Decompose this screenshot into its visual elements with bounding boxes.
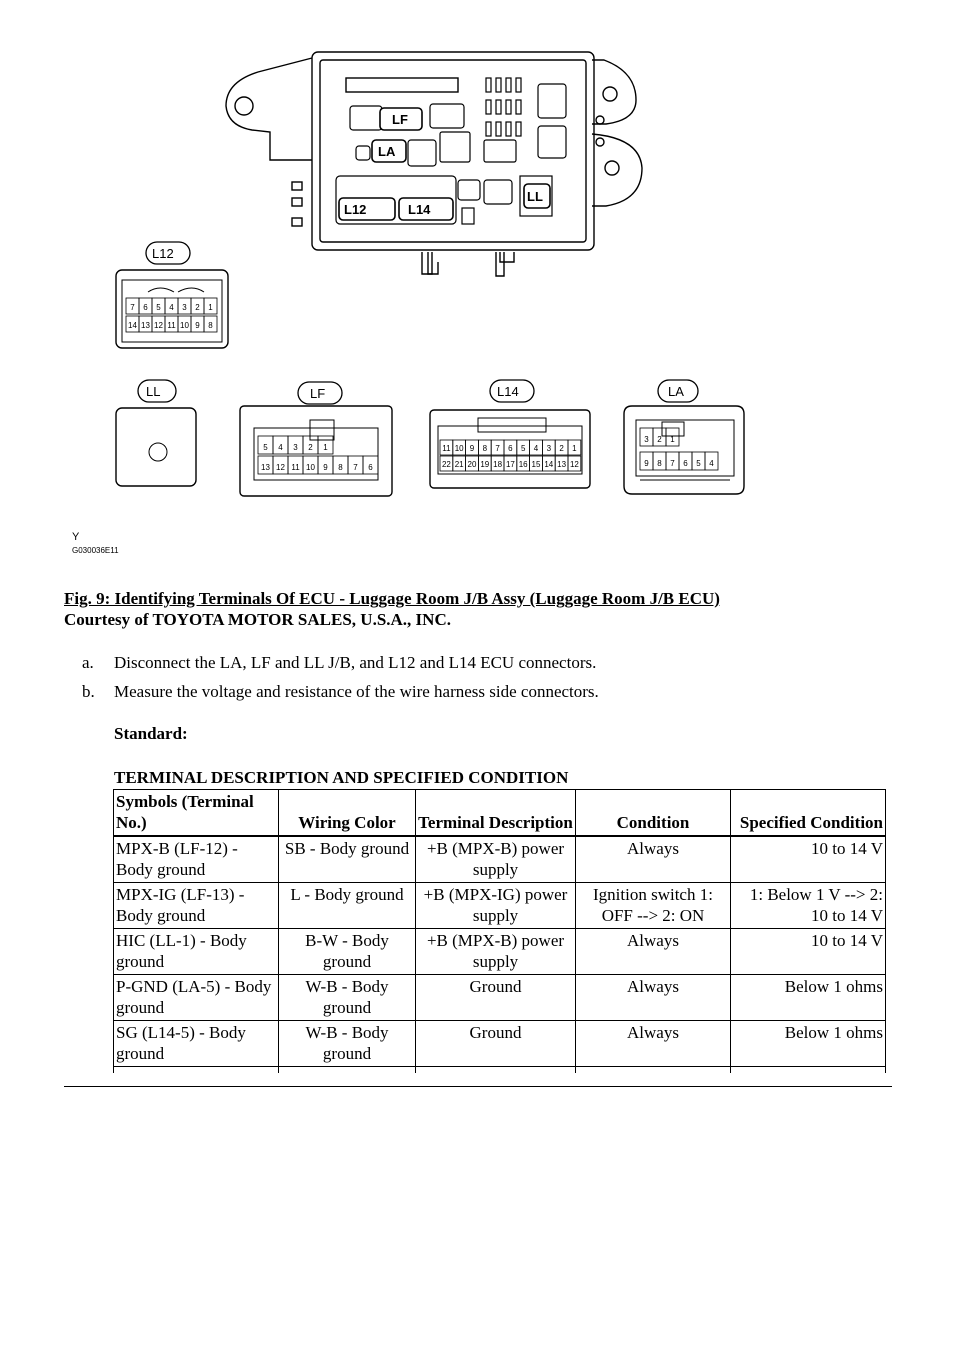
- step-text: Disconnect the LA, LF and LL J/B, and L12 and L14 ECU connectors.: [114, 653, 597, 672]
- connector-l12: [116, 242, 228, 348]
- cell-symbol: P-GND (LA-5) - Body ground: [114, 975, 279, 1021]
- pin-number: 8: [208, 321, 213, 330]
- cell-symbol: MPX-IG (LF-13) - Body ground: [114, 883, 279, 929]
- cell-condition: Always: [576, 929, 731, 975]
- table-end-row: [114, 1067, 886, 1074]
- pin-number: 11: [442, 444, 451, 453]
- step-marker: a.: [82, 653, 94, 672]
- cell-symbol: HIC (LL-1) - Body ground: [114, 929, 279, 975]
- pin-number: 20: [467, 460, 477, 469]
- pin-number: 4: [533, 444, 539, 453]
- table-row: [114, 836, 886, 883]
- callout-ll: LL: [527, 189, 543, 204]
- pin-number: 18: [493, 460, 503, 469]
- table-row: [114, 1021, 886, 1067]
- pin-number: 12: [569, 460, 579, 469]
- callout-la: LA: [378, 144, 396, 159]
- cell-description: Ground: [416, 1021, 576, 1067]
- svg-text:LF: LF: [310, 386, 326, 401]
- header-symbols: Symbols (Terminal No.): [114, 790, 279, 837]
- pin-number: 9: [195, 321, 200, 330]
- pin-number: 5: [263, 443, 268, 452]
- callout-lf: LF: [392, 112, 408, 127]
- cell-specified: 1: Below 1 V --> 2: 10 to 14 V: [731, 883, 886, 929]
- pin-number: 8: [657, 459, 662, 468]
- table-row: [114, 975, 886, 1021]
- cell-wiring: L - Body ground: [279, 883, 416, 929]
- junction-block-diagram: [0, 0, 960, 580]
- bracket-hole-left: [235, 97, 253, 115]
- pin-number: 7: [353, 463, 358, 472]
- page-divider: [64, 1086, 892, 1087]
- standard-label: Standard:: [114, 724, 188, 743]
- right-upper-bracket: [592, 60, 636, 124]
- pin-number: 19: [480, 460, 490, 469]
- step-marker: b.: [82, 682, 95, 701]
- right-lower-bracket: [592, 134, 642, 206]
- pin-number: 2: [657, 435, 662, 444]
- pin-number: 4: [278, 443, 283, 452]
- cell-symbol: MPX-B (LF-12) - Body ground: [114, 836, 279, 883]
- pin-number: 4: [169, 303, 174, 312]
- table-header-row: [114, 790, 886, 837]
- figure-caption: [64, 588, 720, 630]
- spec-table: [113, 789, 886, 1073]
- header-terminal-description: Terminal Description: [416, 790, 576, 837]
- pin-number: 12: [276, 463, 285, 472]
- figure-mark: Y: [72, 531, 80, 543]
- pin-number: 16: [518, 460, 528, 469]
- pin-number: 13: [141, 321, 150, 330]
- pin-number: 3: [644, 435, 649, 444]
- pin-number: 5: [696, 459, 701, 468]
- connector-ll: [116, 380, 196, 486]
- cell-condition: Always: [576, 1021, 731, 1067]
- connector-l14: [430, 380, 590, 488]
- pin-number: 14: [544, 460, 554, 469]
- pin-number: 6: [508, 444, 513, 453]
- figure-courtesy: Courtesy of TOYOTA MOTOR SALES, U.S.A., INC.: [64, 610, 451, 629]
- jb-callouts: [339, 108, 550, 220]
- connector-lf: [240, 382, 392, 496]
- cell-wiring: B-W - Body ground: [279, 929, 416, 975]
- cell-wiring: W-B - Body ground: [279, 1021, 416, 1067]
- pin-number: 7: [130, 303, 135, 312]
- pin-number: 10: [180, 321, 189, 330]
- pin-number: 1: [208, 303, 213, 312]
- header-specified-condition: Specified Condition: [731, 790, 886, 837]
- pin-number: 8: [338, 463, 343, 472]
- cell-description: +B (MPX-IG) power supply: [416, 883, 576, 929]
- pin-number: 11: [167, 321, 176, 330]
- figure-title: Fig. 9: Identifying Terminals Of ECU - Luggage Room J/B Assy (Luggage Room J/B ECU): [64, 589, 720, 608]
- pin-number: 1: [323, 443, 328, 452]
- pin-number: 21: [454, 460, 464, 469]
- cell-description: +B (MPX-B) power supply: [416, 929, 576, 975]
- pin-number: 1: [572, 444, 577, 453]
- cell-specified: Below 1 ohms: [731, 975, 886, 1021]
- pin-number: 3: [182, 303, 187, 312]
- pin-number: 9: [323, 463, 328, 472]
- pin-number: 10: [306, 463, 315, 472]
- cell-condition: Ignition switch 1: OFF --> 2: ON: [576, 883, 731, 929]
- pin-number: 13: [261, 463, 270, 472]
- pin-number: 5: [520, 444, 526, 453]
- pin-number: 8: [482, 444, 488, 453]
- cell-condition: Always: [576, 836, 731, 883]
- pin-number: 15: [531, 460, 541, 469]
- pin-number: 2: [559, 444, 564, 453]
- pin-number: 12: [154, 321, 163, 330]
- cell-wiring: W-B - Body ground: [279, 975, 416, 1021]
- cell-description: +B (MPX-B) power supply: [416, 836, 576, 883]
- cell-condition: Always: [576, 975, 731, 1021]
- cell-specified: 10 to 14 V: [731, 836, 886, 883]
- header-wiring-color: Wiring Color: [279, 790, 416, 837]
- pin-number: 13: [557, 460, 567, 469]
- pin-number: 3: [293, 443, 298, 452]
- pin-number: 5: [156, 303, 161, 312]
- step-text: Measure the voltage and resistance of the wire harness side connectors.: [114, 682, 599, 701]
- procedure-steps: [64, 652, 894, 710]
- connector-la: [624, 380, 744, 494]
- header-condition: Condition: [576, 790, 731, 837]
- table-row: [114, 883, 886, 929]
- pin-number: 11: [291, 463, 300, 472]
- pin-number: 10: [454, 444, 464, 453]
- pin-number: 2: [195, 303, 200, 312]
- pin-number: 22: [441, 460, 451, 469]
- pin-number: 4: [709, 459, 714, 468]
- pin-number: 7: [670, 459, 675, 468]
- callout-l14: L14: [408, 202, 431, 217]
- step-item: [64, 681, 894, 702]
- pin-number: 6: [143, 303, 148, 312]
- pin-number: 1: [670, 435, 675, 444]
- svg-text:L12: L12: [152, 246, 174, 261]
- cell-specified: Below 1 ohms: [731, 1021, 886, 1067]
- pin-number: 3: [546, 444, 552, 453]
- pin-number: 7: [495, 444, 500, 453]
- svg-text:LA: LA: [668, 384, 684, 399]
- pin-number: 2: [308, 443, 313, 452]
- cell-description: Ground: [416, 975, 576, 1021]
- pin-number: 17: [505, 460, 515, 469]
- table-row: [114, 929, 886, 975]
- callout-l12: L12: [344, 202, 367, 217]
- svg-text:LL: LL: [146, 384, 161, 399]
- pin-number: 9: [644, 459, 649, 468]
- svg-text:L14: L14: [497, 384, 519, 399]
- label-plate: [346, 78, 458, 92]
- cell-specified: 10 to 14 V: [731, 929, 886, 975]
- pin-number: 9: [469, 444, 475, 453]
- step-item: [64, 652, 894, 673]
- pin-number: 6: [368, 463, 373, 472]
- pin-number: 14: [128, 321, 137, 330]
- cell-wiring: SB - Body ground: [279, 836, 416, 883]
- table-caption: TERMINAL DESCRIPTION AND SPECIFIED CONDITION: [114, 768, 569, 787]
- left-mounting-bracket: [226, 58, 312, 160]
- figure-code: G030036E11: [72, 546, 119, 555]
- pin-number: 6: [683, 459, 688, 468]
- cell-symbol: SG (L14-5) - Body ground: [114, 1021, 279, 1067]
